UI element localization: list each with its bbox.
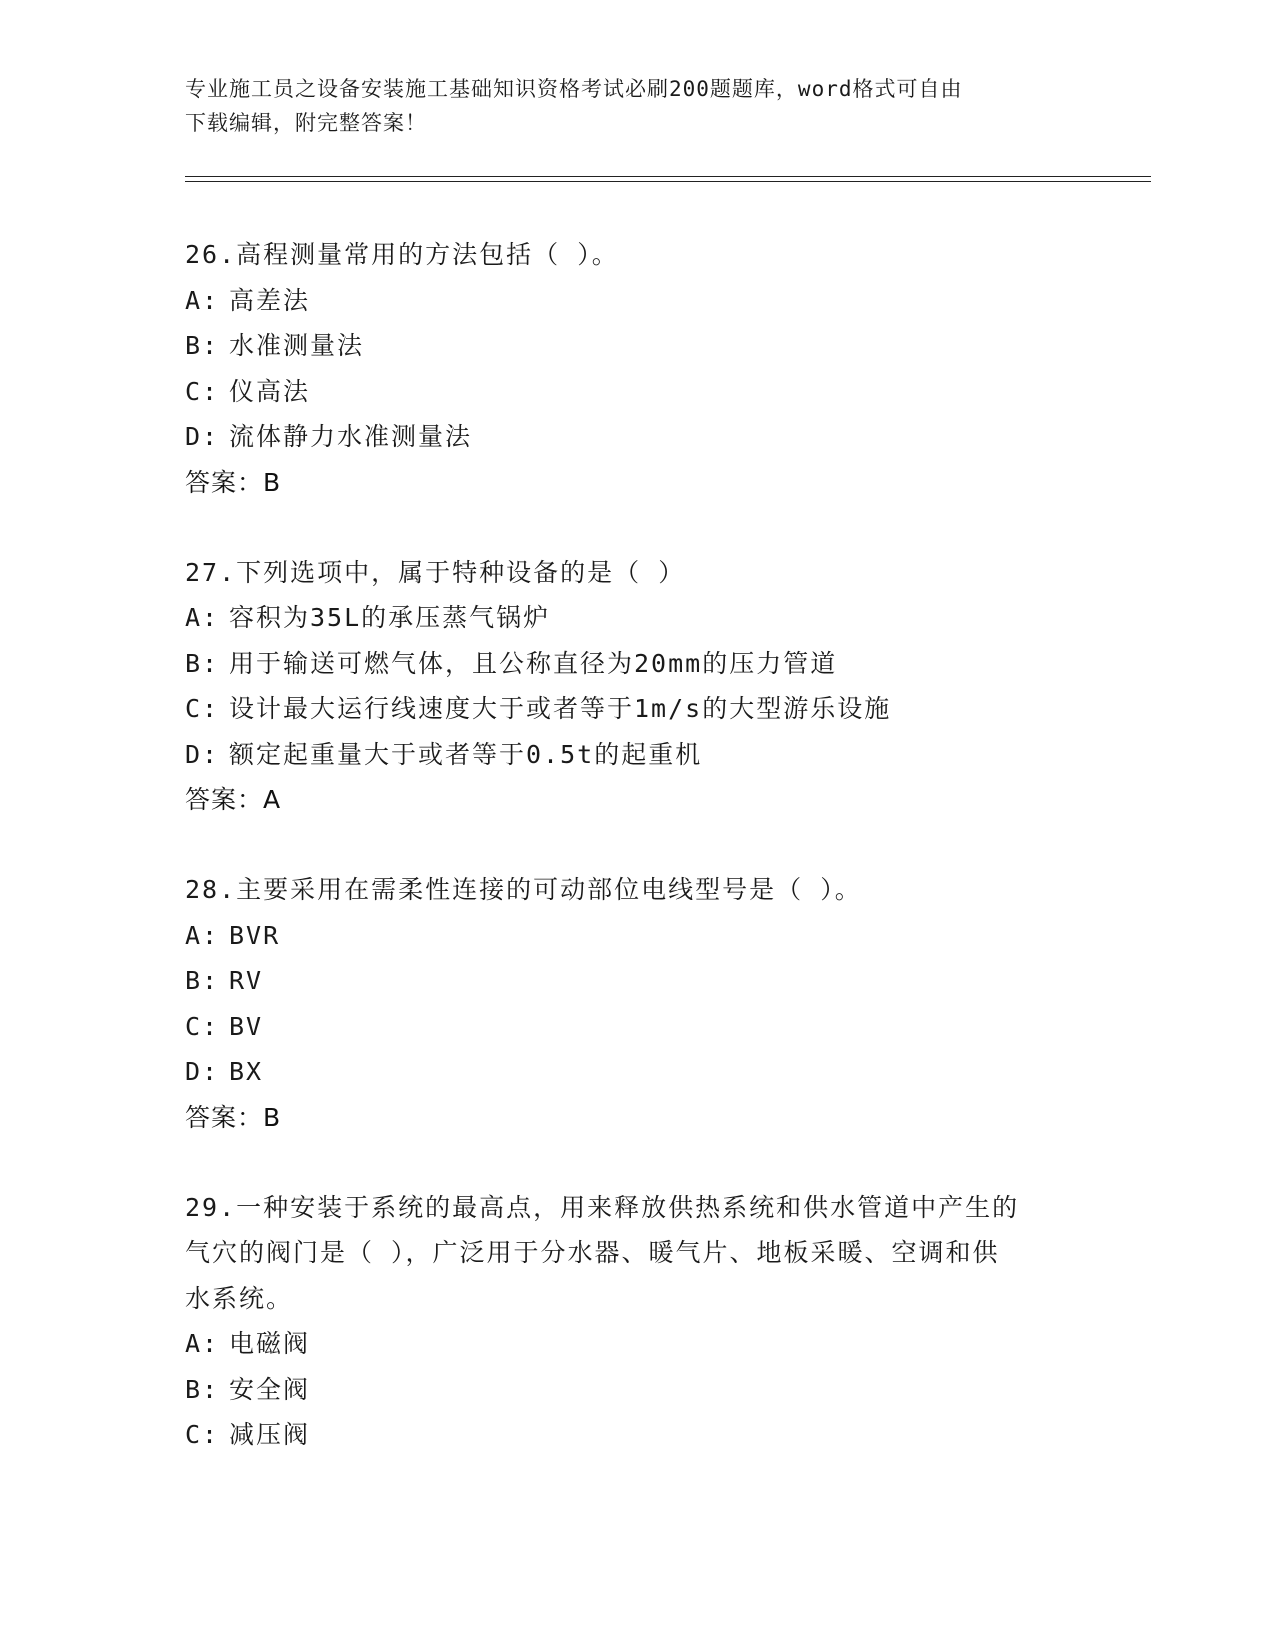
header-line-2: 下载编辑，附完整答案！ <box>185 111 427 135</box>
option-letter: C: <box>185 1420 220 1449</box>
option-text: 电磁阀 <box>229 1329 311 1358</box>
option-text: 流体静力水准测量法 <box>229 422 473 451</box>
option-text: BX <box>229 1057 264 1086</box>
option-letter: A: <box>185 920 220 950</box>
question-stem-line: 气穴的阀门是（ ），广泛用于分水器、暖气片、地板采暖、空调和供 <box>185 1238 1000 1267</box>
option-letter: C: <box>185 376 220 406</box>
question-stem: 26.高程测量常用的方法包括（ ）。 <box>185 240 619 269</box>
option-text: 仪高法 <box>229 376 311 406</box>
header-divider-bottom <box>185 181 1151 182</box>
answer-label: 答案：B <box>185 467 282 497</box>
question-27 <box>185 550 1085 823</box>
header-line-1: 专业施工员之设备安装施工基础知识资格考试必刷200题题库，word格式可自由 <box>185 77 963 101</box>
question-stem-line: 水系统。 <box>185 1283 294 1313</box>
answer-label: 答案：B <box>185 1102 282 1132</box>
option-b <box>185 958 1085 1004</box>
option-letter: B: <box>185 331 220 360</box>
option-text: 减压阀 <box>229 1420 311 1449</box>
option-text: BV <box>229 1011 264 1041</box>
header-divider-top <box>185 176 1151 177</box>
option-letter: B: <box>185 1374 220 1404</box>
question-stem: 28.主要采用在需柔性连接的可动部位电线型号是（ ）。 <box>185 875 862 904</box>
option-d <box>185 1049 1085 1095</box>
option-a <box>185 595 1085 641</box>
option-c <box>185 1004 1085 1050</box>
option-b <box>185 323 1085 369</box>
answer-label: 答案：A <box>185 785 282 814</box>
option-d <box>185 732 1085 778</box>
question-28 <box>185 867 1085 1140</box>
option-letter: C: <box>185 1011 220 1041</box>
option-a <box>185 1321 1085 1367</box>
option-text: 容积为35L的承压蒸气锅炉 <box>229 603 551 632</box>
option-text: 用于输送可燃气体，且公称直径为20mm的压力管道 <box>229 648 838 678</box>
option-a <box>185 278 1085 324</box>
option-letter: D: <box>185 422 220 451</box>
option-c <box>185 1412 1085 1458</box>
question-stem-line: 29.一种安装于系统的最高点，用来释放供热系统和供水管道中产生的 <box>185 1192 1020 1222</box>
option-a <box>185 913 1085 959</box>
option-letter: A: <box>185 285 220 315</box>
option-text: 安全阀 <box>229 1374 311 1404</box>
option-letter: A: <box>185 1329 220 1358</box>
option-b <box>185 641 1085 687</box>
option-c <box>185 686 1085 732</box>
question-29 <box>185 1185 1085 1458</box>
question-list <box>185 232 1085 1458</box>
option-d <box>185 414 1085 460</box>
option-letter: C: <box>185 694 220 723</box>
option-b <box>185 1367 1085 1413</box>
option-c <box>185 369 1085 415</box>
option-letter: B: <box>185 648 220 678</box>
option-letter: B: <box>185 966 220 995</box>
option-text: 高差法 <box>229 285 311 315</box>
option-letter: D: <box>185 1057 220 1086</box>
option-text: 设计最大运行线速度大于或者等于1m/s的大型游乐设施 <box>229 694 892 723</box>
option-letter: A: <box>185 603 220 632</box>
option-text: 额定起重量大于或者等于0.5t的起重机 <box>229 739 703 769</box>
option-text: RV <box>229 966 264 995</box>
question-26 <box>185 232 1085 505</box>
option-text: 水准测量法 <box>229 331 365 360</box>
document-header <box>185 72 1065 140</box>
option-letter: D: <box>185 739 220 769</box>
option-text: BVR <box>229 920 281 950</box>
question-stem: 27.下列选项中，属于特种设备的是（ ） <box>185 557 686 587</box>
